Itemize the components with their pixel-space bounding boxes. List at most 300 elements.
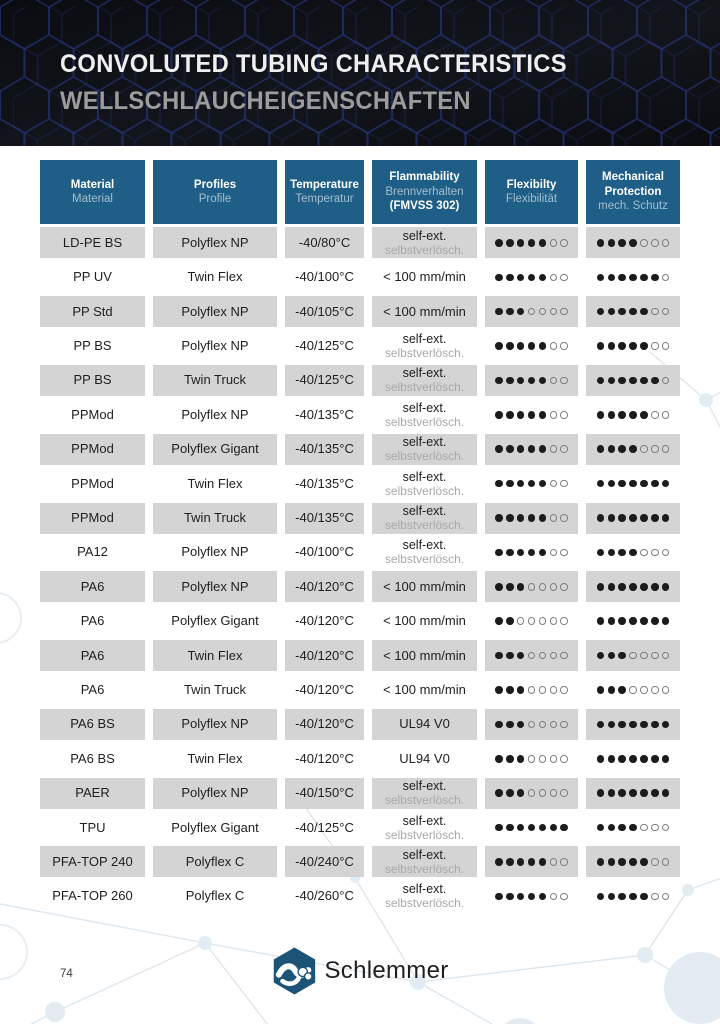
rating-dot-filled <box>517 789 525 797</box>
rating-dot-filled <box>539 445 547 453</box>
rating-dot-filled <box>506 239 514 247</box>
rating-dot-empty <box>640 686 648 694</box>
rating-dot-filled <box>517 686 525 694</box>
rating-dot-filled <box>495 377 503 385</box>
rating-dot-filled <box>608 617 616 625</box>
rating-dot-filled <box>629 617 637 625</box>
cell-temperature: -40/80°C <box>285 227 364 258</box>
cell-material: PFA-TOP 240 <box>40 846 145 877</box>
rating-dot-empty <box>662 411 670 419</box>
rating-dot-filled <box>640 342 648 350</box>
cell-material: PA6 <box>40 640 145 671</box>
rating-dot-filled <box>662 617 670 625</box>
cell-mechanical-rating <box>586 227 680 258</box>
cell-flammability <box>372 846 477 877</box>
rating-dot-empty <box>560 686 568 694</box>
cell-profile: Polyflex C <box>185 888 245 904</box>
rating-dot-filled <box>618 617 626 625</box>
rating-dot-empty <box>651 411 659 419</box>
rating-dot-filled <box>597 789 605 797</box>
cell-profile: Twin Flex <box>187 750 243 766</box>
rating-dot-filled <box>506 514 514 522</box>
cell-mechanical-rating <box>586 846 680 877</box>
rating-dot-filled <box>608 411 616 419</box>
cell-temperature: -40/120°C <box>285 571 364 602</box>
rating-dot-filled <box>528 858 536 866</box>
cell-material: PP Std <box>40 296 145 327</box>
cell-material: PA6 BS <box>40 709 145 740</box>
cell-mechanical-rating <box>586 262 680 293</box>
rating-dot-filled <box>539 514 547 522</box>
brand-logo <box>271 946 448 996</box>
rating-dot-filled <box>618 342 626 350</box>
rating-dot-filled <box>597 652 605 660</box>
cell-profile: Polyflex C <box>153 846 277 877</box>
rating-dot-filled <box>528 824 536 832</box>
rating-dot-filled <box>517 411 525 419</box>
flammability-de: selbstverlösch. <box>384 552 465 567</box>
rating-dot-filled <box>662 514 670 522</box>
col-header-material <box>40 160 145 224</box>
rating-dot-empty <box>560 652 568 660</box>
rating-dot-filled <box>608 583 616 591</box>
rating-dot-filled <box>629 583 637 591</box>
rating-dot-empty <box>640 824 648 832</box>
rating-dot-empty <box>528 652 536 660</box>
rating-dot-filled <box>618 583 626 591</box>
col-header-flexibility <box>485 160 578 224</box>
rating-dot-filled <box>651 755 659 763</box>
rating-dot-filled <box>528 893 536 901</box>
rating-dot-filled <box>539 239 547 247</box>
rating-dot-filled <box>517 893 525 901</box>
cell-mechanical-rating <box>586 399 680 430</box>
rating-dot-empty <box>640 445 648 453</box>
rating-dot-empty <box>662 858 670 866</box>
rating-dots <box>595 789 671 797</box>
rating-dot-filled <box>608 308 616 316</box>
rating-dot-filled <box>495 445 503 453</box>
rating-dots <box>493 308 569 316</box>
brand-name: Schlemmer <box>324 957 449 984</box>
rating-dot-filled <box>597 858 605 866</box>
rating-dot-filled <box>618 755 626 763</box>
rating-dot-filled <box>495 893 503 901</box>
cell-flexibility-rating <box>485 365 578 396</box>
rating-dot-filled <box>651 377 659 385</box>
rating-dots <box>493 686 569 694</box>
rating-dot-filled <box>597 583 605 591</box>
rating-dot-filled <box>629 789 637 797</box>
rating-dot-filled <box>618 686 626 694</box>
rating-dot-filled <box>517 755 525 763</box>
rating-dot-empty <box>651 824 659 832</box>
rating-dot-filled <box>528 239 536 247</box>
cell-flexibility-rating <box>485 709 578 740</box>
rating-dot-filled <box>506 686 514 694</box>
characteristics-table <box>40 160 680 912</box>
rating-dot-filled <box>640 755 648 763</box>
rating-dot-filled <box>640 274 648 282</box>
rating-dot-filled <box>629 824 637 832</box>
col-header-flammability <box>372 160 477 224</box>
col-header-flammability-standard: (FMVSS 302) <box>389 200 460 213</box>
rating-dot-filled <box>629 411 637 419</box>
rating-dot-filled <box>640 377 648 385</box>
rating-dot-empty <box>662 377 670 385</box>
rating-dot-empty <box>560 755 568 763</box>
cell-flexibility-rating <box>485 571 578 602</box>
flammability-en: self-ext. <box>402 366 447 381</box>
cell-material: PFA-TOP 260 <box>52 888 133 904</box>
rating-dot-filled <box>506 824 514 832</box>
rating-dot-empty <box>539 721 547 729</box>
rating-dots <box>595 549 671 557</box>
flammability-de: selbstverlösch. <box>384 518 465 533</box>
rating-dot-empty <box>560 617 568 625</box>
rating-dot-filled <box>517 445 525 453</box>
rating-dot-empty <box>560 308 568 316</box>
rating-dots <box>595 308 671 316</box>
cell-flammability: UL94 V0 <box>372 709 477 740</box>
rating-dot-empty <box>651 342 659 350</box>
cell-flammability: < 100 mm/min <box>372 571 477 602</box>
rating-dot-empty <box>550 755 558 763</box>
rating-dot-empty <box>560 789 568 797</box>
flammability-en: self-ext. <box>402 538 447 553</box>
cell-flexibility-rating <box>485 331 578 362</box>
rating-dot-filled <box>597 721 605 729</box>
rating-dots <box>493 824 569 832</box>
cell-flammability <box>372 365 477 396</box>
rating-dot-empty <box>539 789 547 797</box>
rating-dot-filled <box>517 308 525 316</box>
rating-dot-empty <box>528 789 536 797</box>
rating-dot-filled <box>597 686 605 694</box>
rating-dot-filled <box>629 480 637 488</box>
rating-dot-empty <box>550 789 558 797</box>
rating-dot-empty <box>560 514 568 522</box>
rating-dot-filled <box>506 789 514 797</box>
rating-dot-empty <box>560 583 568 591</box>
rating-dot-filled <box>629 893 637 901</box>
cell-flammability: UL94 V0 <box>399 750 450 766</box>
cell-flexibility-rating <box>485 399 578 430</box>
cell-profile: Polyflex NP <box>153 709 277 740</box>
cell-mechanical-rating <box>586 674 680 705</box>
cell-material: PPMod <box>40 503 145 534</box>
rating-dot-empty <box>528 583 536 591</box>
rating-dot-empty <box>517 617 525 625</box>
rating-dot-empty <box>629 686 637 694</box>
rating-dot-filled <box>539 858 547 866</box>
flammability-en: self-ext. <box>402 469 447 484</box>
rating-dots <box>595 411 671 419</box>
rating-dot-filled <box>528 274 536 282</box>
rating-dot-filled <box>618 445 626 453</box>
rating-dot-filled <box>608 514 616 522</box>
flammability-de: selbstverlösch. <box>384 242 465 257</box>
rating-dot-filled <box>517 342 525 350</box>
rating-dot-filled <box>597 893 605 901</box>
cell-flexibility-rating <box>485 812 578 843</box>
rating-dots <box>595 652 671 660</box>
rating-dot-empty <box>662 686 670 694</box>
rating-dots <box>595 274 671 282</box>
rating-dot-empty <box>550 308 558 316</box>
rating-dot-filled <box>528 342 536 350</box>
rating-dots <box>493 893 569 901</box>
cell-mechanical-rating <box>586 331 680 362</box>
rating-dot-filled <box>539 480 547 488</box>
rating-dot-empty <box>662 274 670 282</box>
rating-dot-filled <box>495 824 503 832</box>
rating-dots <box>493 445 569 453</box>
rating-dot-filled <box>517 377 525 385</box>
rating-dot-filled <box>495 617 503 625</box>
rating-dot-filled <box>495 342 503 350</box>
flammability-en: self-ext. <box>402 435 447 450</box>
rating-dot-filled <box>517 274 525 282</box>
rating-dot-filled <box>517 824 525 832</box>
rating-dot-empty <box>539 755 547 763</box>
rating-dots <box>595 445 671 453</box>
rating-dot-filled <box>629 342 637 350</box>
col-header-temperature <box>285 160 364 224</box>
cell-material: PA6 BS <box>70 750 115 766</box>
rating-dot-empty <box>550 342 558 350</box>
cell-temperature: -40/240°C <box>285 846 364 877</box>
rating-dot-filled <box>618 721 626 729</box>
rating-dots <box>493 549 569 557</box>
rating-dot-filled <box>528 445 536 453</box>
cell-temperature: -40/125°C <box>295 819 354 835</box>
cell-profile: Twin Flex <box>153 640 277 671</box>
cell-profile: Polyflex NP <box>153 227 277 258</box>
rating-dot-empty <box>550 893 558 901</box>
rating-dot-filled <box>495 549 503 557</box>
col-header-profiles <box>153 160 277 224</box>
col-header-flexibility-en: Flexibilty <box>506 178 557 191</box>
rating-dot-filled <box>517 721 525 729</box>
rating-dot-filled <box>618 377 626 385</box>
cell-flammability <box>372 399 477 430</box>
rating-dot-filled <box>640 789 648 797</box>
rating-dot-filled <box>495 514 503 522</box>
cell-flexibility-rating <box>485 537 578 568</box>
cell-temperature: -40/100°C <box>295 544 354 560</box>
rating-dot-empty <box>560 342 568 350</box>
rating-dot-filled <box>640 514 648 522</box>
rating-dot-filled <box>651 583 659 591</box>
cell-temperature: -40/120°C <box>285 709 364 740</box>
page-number: 74 <box>60 968 73 980</box>
cell-profile: Polyflex NP <box>181 338 249 354</box>
rating-dot-empty <box>560 893 568 901</box>
rating-dot-empty <box>550 274 558 282</box>
rating-dot-filled <box>640 411 648 419</box>
rating-dot-filled <box>597 239 605 247</box>
rating-dot-empty <box>662 549 670 557</box>
rating-dot-filled <box>629 445 637 453</box>
rating-dot-filled <box>640 858 648 866</box>
rating-dots <box>493 617 569 625</box>
rating-dot-filled <box>618 549 626 557</box>
rating-dot-empty <box>550 514 558 522</box>
rating-dot-filled <box>597 342 605 350</box>
rating-dot-empty <box>662 445 670 453</box>
rating-dot-filled <box>640 893 648 901</box>
rating-dot-filled <box>517 480 525 488</box>
rating-dot-filled <box>495 274 503 282</box>
rating-dot-empty <box>640 652 648 660</box>
rating-dot-filled <box>506 721 514 729</box>
rating-dot-empty <box>640 239 648 247</box>
rating-dot-filled <box>662 583 670 591</box>
rating-dot-filled <box>528 514 536 522</box>
flammability-de: selbstverlösch. <box>384 449 465 464</box>
rating-dot-filled <box>608 789 616 797</box>
rating-dot-empty <box>528 308 536 316</box>
rating-dot-filled <box>629 858 637 866</box>
cell-flammability: < 100 mm/min <box>372 296 477 327</box>
rating-dot-empty <box>539 686 547 694</box>
col-header-mechanical-en: Mechanical Protection <box>602 171 664 198</box>
cell-flexibility-rating <box>485 674 578 705</box>
rating-dot-filled <box>608 721 616 729</box>
rating-dot-empty <box>651 239 659 247</box>
flammability-en: self-ext. <box>402 332 447 347</box>
rating-dot-empty <box>662 824 670 832</box>
col-header-profiles-de: Profile <box>198 193 232 205</box>
cell-temperature: -40/100°C <box>295 269 354 285</box>
cell-temperature: -40/120°C <box>295 681 354 697</box>
rating-dot-filled <box>539 377 547 385</box>
rating-dot-empty <box>651 445 659 453</box>
rating-dot-filled <box>597 824 605 832</box>
cell-temperature: -40/260°C <box>295 888 354 904</box>
flammability-en: self-ext. <box>402 228 447 243</box>
col-header-flammability-de: Brennverhalten <box>385 185 464 198</box>
rating-dot-filled <box>651 274 659 282</box>
rating-dot-filled <box>608 342 616 350</box>
col-header-mechanical-de: mech. Schutz <box>598 200 668 213</box>
cell-flammability <box>372 503 477 534</box>
rating-dot-filled <box>528 549 536 557</box>
cell-flammability <box>372 331 477 362</box>
rating-dot-filled <box>629 274 637 282</box>
rating-dot-empty <box>550 377 558 385</box>
rating-dot-filled <box>597 274 605 282</box>
cell-temperature: -40/125°C <box>285 365 364 396</box>
page-banner <box>0 0 720 146</box>
cell-material: PA6 <box>80 613 105 629</box>
col-header-flammability-en: Flammability <box>389 171 460 184</box>
rating-dot-empty <box>629 652 637 660</box>
cell-mechanical-rating <box>586 606 680 637</box>
rating-dot-empty <box>651 686 659 694</box>
flammability-de: selbstverlösch. <box>384 483 465 498</box>
rating-dot-filled <box>517 239 525 247</box>
cell-profile: Twin Truck <box>153 503 277 534</box>
rating-dot-filled <box>662 721 670 729</box>
page-title-en: CONVOLUTED TUBING CHARACTERISTICS <box>60 50 567 78</box>
flammability-en: self-ext. <box>402 779 447 794</box>
rating-dot-filled <box>618 652 626 660</box>
rating-dot-filled <box>506 617 514 625</box>
rating-dot-filled <box>506 755 514 763</box>
rating-dot-filled <box>506 583 514 591</box>
rating-dot-empty <box>651 858 659 866</box>
rating-dot-filled <box>618 789 626 797</box>
rating-dot-empty <box>550 721 558 729</box>
rating-dot-filled <box>618 239 626 247</box>
cell-flammability <box>372 434 477 465</box>
rating-dot-filled <box>597 480 605 488</box>
cell-material: LD-PE BS <box>40 227 145 258</box>
cell-temperature: -40/135°C <box>295 406 354 422</box>
col-header-temperature-de: Temperatur <box>295 193 354 205</box>
cell-mechanical-rating <box>586 434 680 465</box>
cell-flammability <box>372 881 477 912</box>
cell-material: TPU <box>79 819 106 835</box>
col-header-flexibility-de: Flexibilität <box>505 193 558 205</box>
rating-dot-filled <box>662 789 670 797</box>
cell-material: PA6 <box>80 681 105 697</box>
rating-dot-filled <box>608 480 616 488</box>
rating-dot-empty <box>550 583 558 591</box>
cell-material: PPMod <box>40 434 145 465</box>
rating-dot-empty <box>550 411 558 419</box>
rating-dot-filled <box>597 617 605 625</box>
rating-dots <box>595 377 671 385</box>
rating-dot-filled <box>629 549 637 557</box>
cell-temperature: -40/120°C <box>295 613 354 629</box>
rating-dot-filled <box>495 652 503 660</box>
col-header-material-de: Material <box>72 193 113 205</box>
rating-dot-filled <box>506 308 514 316</box>
rating-dot-filled <box>651 480 659 488</box>
cell-flexibility-rating <box>485 262 578 293</box>
rating-dots <box>595 480 671 488</box>
rating-dot-filled <box>539 893 547 901</box>
rating-dot-filled <box>495 308 503 316</box>
rating-dot-empty <box>550 617 558 625</box>
cell-profile: Twin Flex <box>187 475 243 491</box>
cell-material: PP BS <box>40 365 145 396</box>
rating-dot-filled <box>597 755 605 763</box>
rating-dots <box>595 893 671 901</box>
cell-mechanical-rating <box>586 743 680 774</box>
rating-dots <box>595 583 671 591</box>
rating-dot-empty <box>662 893 670 901</box>
rating-dot-filled <box>608 686 616 694</box>
cell-temperature: -40/135°C <box>285 503 364 534</box>
rating-dot-filled <box>597 411 605 419</box>
col-header-temperature-en: Temperature <box>290 178 359 191</box>
rating-dot-empty <box>550 858 558 866</box>
flammability-de: selbstverlösch. <box>384 346 465 361</box>
rating-dot-filled <box>506 274 514 282</box>
cell-mechanical-rating <box>586 640 680 671</box>
cell-flammability <box>372 778 477 809</box>
rating-dot-filled <box>651 789 659 797</box>
rating-dot-filled <box>629 755 637 763</box>
cell-profile: Polyflex NP <box>181 406 249 422</box>
rating-dots <box>493 377 569 385</box>
cell-temperature: -40/120°C <box>285 640 364 671</box>
rating-dot-empty <box>539 308 547 316</box>
